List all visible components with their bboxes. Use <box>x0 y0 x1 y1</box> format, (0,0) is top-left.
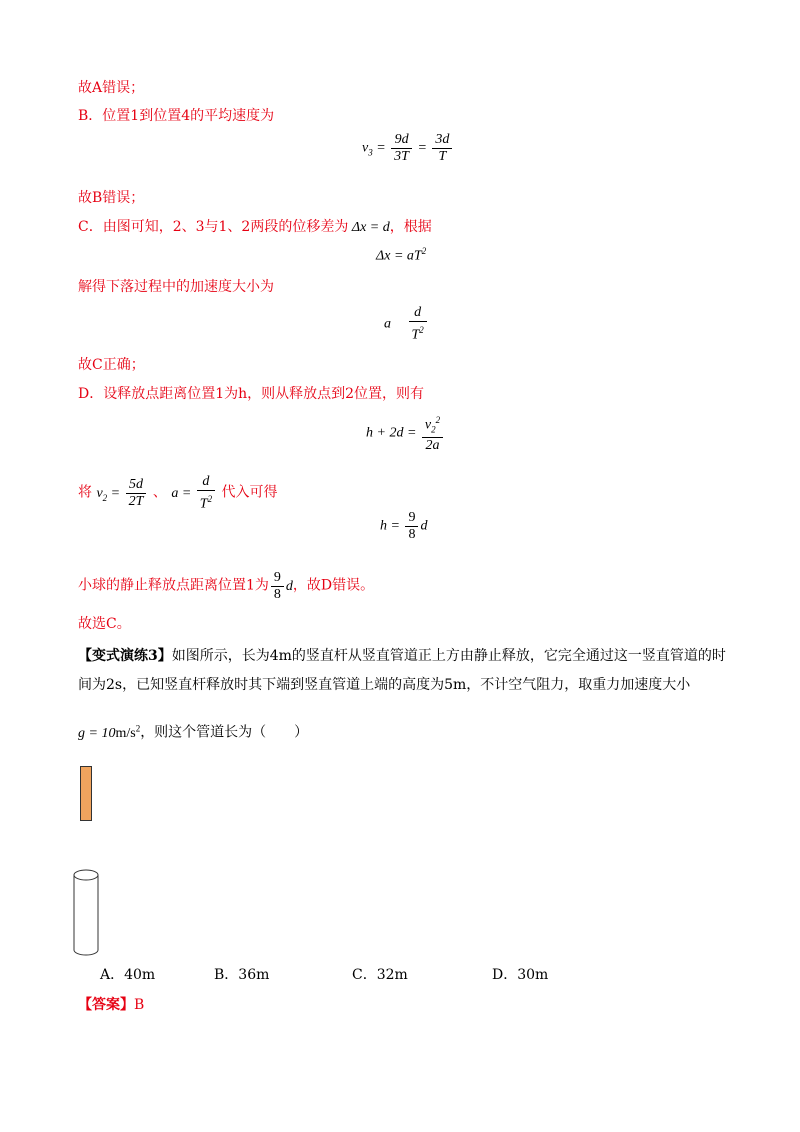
answer-value: B <box>134 997 145 1013</box>
formula-v2: $v_2$ = $\frac{5d}{2T}$ <box>96 486 148 501</box>
formula-v3: $v_3$ = $\frac{9d}{3T}$ = $\frac{3d}{T}$ <box>362 132 454 165</box>
option-d[interactable]: D．30m <box>492 967 549 983</box>
rod-figure <box>80 766 92 821</box>
text-line-6: 故C正确； <box>78 357 145 373</box>
text-line-7: D．设释放点距离位置1为h，则从释放点到2位置，则有 <box>78 386 425 402</box>
text-line-2: B．位置1到位置4的平均速度为 <box>78 108 275 124</box>
option-b[interactable]: B．36m <box>214 967 270 983</box>
text-line-4a: C．由图可知，2、3与1、2两段的位移差为 <box>78 219 349 235</box>
answer-line <box>78 995 144 1015</box>
formula-a: a $\frac{d}{T^2}$ <box>384 305 429 344</box>
question-text-1: 如图所示，长为4m的竖直杆从竖直管道正上方由静止释放，它完全通过这一竖直管道的时 <box>171 648 726 664</box>
text-line-9a: 小球的静止释放点距离位置1为 <box>78 577 269 594</box>
formula-h: h = $\frac{9}{8}$ d <box>380 510 428 542</box>
text-line-9 <box>78 570 374 603</box>
option-c[interactable]: C．32m <box>352 967 408 983</box>
question-text-2: 间为2s，已知竖直杆释放时其下端到竖直管道上端的高度为5m，不计空气阻力，取重力加速度大小 <box>78 677 691 693</box>
text-line-10: 故选C。 <box>78 616 131 632</box>
text-line-8c: 代入可得 <box>221 484 278 501</box>
option-a[interactable]: A．40m <box>100 967 156 983</box>
text-line-1: 故A错误； <box>78 80 145 96</box>
formula-a2: a = $\frac{d}{T^2}$ <box>171 486 217 501</box>
text-line-8 <box>78 474 278 513</box>
question-line-1 <box>78 646 726 666</box>
text-line-3: 故B错误； <box>78 190 145 206</box>
text-line-4b: ，根据 <box>389 219 432 235</box>
formula-g: $g = 10m/s^2$ <box>78 723 141 741</box>
text-line-8b: 、 <box>152 484 167 501</box>
answer-tag: 【答案】 <box>78 997 134 1013</box>
question-tag: 【变式演练3】 <box>78 648 172 664</box>
text-line-4 <box>78 217 432 238</box>
formula-dx: Δx = d <box>348 220 390 235</box>
formula-98d: $\frac{9}{8}$ d <box>269 579 293 594</box>
formula-h-2d: h + 2d = $\frac{v_2^2}{2a}$ <box>366 412 445 454</box>
tube-figure <box>72 868 102 958</box>
text-line-5: 解得下落过程中的加速度大小为 <box>78 279 274 295</box>
question-line-3 <box>78 718 308 744</box>
text-line-8a: 将 <box>78 484 92 501</box>
formula-dx-aT2: $\Delta x = aT^2$ <box>376 246 427 264</box>
question-text-3: ，则这个管道长为（ ） <box>140 724 309 741</box>
text-line-9b: ，故D错误。 <box>292 577 375 594</box>
